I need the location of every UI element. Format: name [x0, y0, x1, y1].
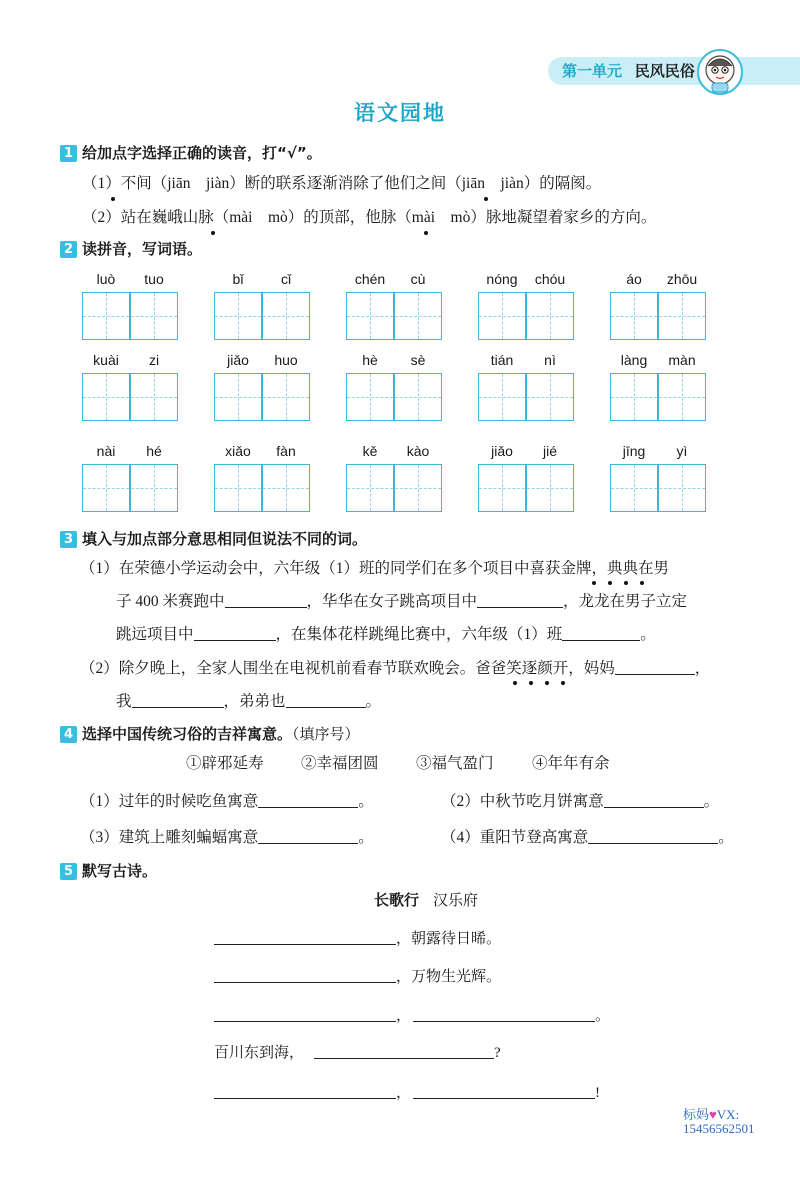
- word-cell: [214, 270, 312, 360]
- watermark: [683, 1108, 755, 1136]
- emphasis-dot: [424, 231, 428, 235]
- writing-box[interactable]: [478, 464, 526, 512]
- pinyin-label: tuo: [144, 271, 164, 287]
- text: ，朝露待日晞。: [396, 931, 502, 947]
- writing-box[interactable]: [610, 373, 658, 421]
- text: 。: [365, 693, 382, 710]
- pinyin-label: nóng: [486, 271, 518, 287]
- text: ，: [396, 1008, 412, 1024]
- text: ，: [396, 1085, 412, 1101]
- pinyin-label: zi: [148, 352, 160, 368]
- option-3: ③福气盈门: [416, 755, 494, 772]
- word-cell: [82, 351, 180, 441]
- q3-p1-line-1: （1）在荣德小学运动会中，六年级（1）班的同学们在多个项目中喜获金牌，典典在男: [80, 560, 670, 577]
- question-number-2: 2: [60, 241, 77, 258]
- pinyin-label: làng: [620, 352, 648, 368]
- text: 。: [640, 626, 656, 643]
- writing-box[interactable]: [214, 464, 262, 512]
- text: 跳远项目中: [116, 626, 194, 643]
- pinyin-label: kě: [362, 443, 378, 459]
- question-title-1: 给加点字选择正确的读音，打“√”。: [82, 144, 322, 162]
- writing-box[interactable]: [658, 373, 706, 421]
- q4-item-4: [441, 827, 734, 849]
- emphasis-dot: [211, 231, 215, 235]
- word-cell: [214, 442, 312, 532]
- writing-box[interactable]: [526, 373, 574, 421]
- text: ，龙龙在男子立定: [563, 593, 688, 610]
- text: ，弟弟也: [223, 693, 286, 710]
- option-2: ②幸福团圆: [301, 755, 379, 772]
- mascot-icon: [696, 48, 744, 96]
- word-cell: [610, 442, 708, 532]
- text: !: [595, 1085, 601, 1101]
- question-number-1: 1: [60, 145, 77, 162]
- option-4: ④年年有余: [532, 755, 610, 772]
- question-title-text: 选择中国传统习俗的吉祥寓意。: [82, 725, 293, 743]
- unit-label: 第一单元: [562, 62, 623, 80]
- pinyin-label: jié: [542, 443, 557, 459]
- watermark-vx: VX:: [716, 1107, 740, 1122]
- text: （2）除夕晚上，全家人围坐在电视机前看春节联欢晚会。爸爸笑逐颜开，妈妈: [80, 660, 615, 677]
- pinyin-label: chóu: [534, 271, 566, 287]
- writing-box[interactable]: [82, 292, 130, 340]
- writing-box[interactable]: [610, 292, 658, 340]
- word-cell: [478, 270, 576, 360]
- writing-box[interactable]: [394, 464, 442, 512]
- text: 。: [718, 829, 734, 846]
- text: （3）建筑上雕刻蝙蝠寓意: [80, 829, 259, 846]
- answer-blank[interactable]: [214, 1083, 396, 1099]
- pinyin-label: áo: [626, 271, 642, 287]
- writing-box[interactable]: [214, 373, 262, 421]
- text: 子 400 米赛跑中: [116, 593, 225, 610]
- writing-box[interactable]: [346, 292, 394, 340]
- heart-icon: ♥: [709, 1107, 717, 1122]
- writing-box[interactable]: [82, 464, 130, 512]
- writing-box[interactable]: [130, 464, 178, 512]
- writing-box[interactable]: [394, 292, 442, 340]
- pinyin-label: sè: [410, 352, 426, 368]
- emphasis-dot: [561, 681, 565, 685]
- answer-blank[interactable]: [286, 692, 366, 708]
- question-title-4: [82, 724, 360, 745]
- text: 百川东到海，: [214, 1045, 305, 1061]
- pinyin-label: jīng: [622, 443, 646, 459]
- watermark-name: 标妈: [683, 1107, 710, 1122]
- word-cell: [610, 270, 708, 360]
- pinyin-label: tián: [490, 352, 514, 368]
- page-title: 语文园地: [354, 101, 446, 125]
- writing-box[interactable]: [82, 373, 130, 421]
- question-title-3: 填入与加点部分意思相同但说法不同的词。: [82, 530, 368, 548]
- writing-box[interactable]: [478, 373, 526, 421]
- unit-topic: 民风民俗: [634, 62, 695, 80]
- writing-box[interactable]: [262, 373, 310, 421]
- word-cell: [82, 270, 180, 360]
- writing-box[interactable]: [658, 464, 706, 512]
- answer-blank[interactable]: [132, 692, 224, 708]
- poem-line-3: [214, 1005, 610, 1027]
- writing-box[interactable]: [526, 292, 574, 340]
- text: （1）过年的时候吃鱼寓意: [80, 793, 259, 810]
- watermark-number: 15456562501: [683, 1121, 755, 1136]
- answer-blank[interactable]: [588, 828, 718, 844]
- text: 。: [595, 1008, 611, 1024]
- poem-line-1: [214, 928, 501, 950]
- poem-heading: [374, 890, 478, 912]
- pinyin-label: zhōu: [666, 271, 698, 287]
- answer-blank[interactable]: [214, 1006, 396, 1022]
- text: （2）中秋节吃月饼寓意: [441, 793, 604, 810]
- text: ，华华在女子跳高项目中: [306, 593, 478, 610]
- word-cell: [346, 270, 444, 360]
- writing-box[interactable]: [478, 292, 526, 340]
- pinyin-label: jiǎo: [491, 443, 513, 459]
- pinyin-label: chén: [354, 271, 386, 287]
- answer-blank[interactable]: [214, 929, 396, 945]
- poem-line-2: [214, 966, 501, 988]
- q1-line-2: （2）站在巍峨山脉（mài mò）的顶部，他脉（mài mò）脉地凝望着家乡的方向。: [82, 209, 657, 226]
- writing-box[interactable]: [214, 292, 262, 340]
- answer-blank[interactable]: [258, 828, 358, 844]
- answer-blank[interactable]: [413, 1006, 595, 1022]
- text: 我: [116, 693, 132, 710]
- emphasis-dot: [640, 581, 644, 585]
- writing-box[interactable]: [130, 292, 178, 340]
- word-cell: [478, 442, 576, 532]
- pinyin-label: jiǎo: [227, 352, 249, 368]
- q4-item-2: [441, 791, 719, 813]
- emphasis-dot: [529, 681, 533, 685]
- pinyin-label: màn: [668, 352, 696, 368]
- pinyin-label: cù: [410, 271, 426, 287]
- text: （4）重阳节登高寓意: [441, 829, 589, 846]
- answer-blank[interactable]: [225, 592, 307, 608]
- poem-author: 汉乐府: [433, 893, 479, 909]
- word-cell: [346, 442, 444, 532]
- question-number-3: 3: [60, 531, 77, 548]
- text: ，: [694, 660, 711, 677]
- answer-blank[interactable]: [562, 625, 640, 641]
- q1-line-1: （1）不间（jiān jiàn）断的联系逐渐消除了他们之间（jiān jiàn）的隔阂。: [82, 175, 602, 192]
- writing-box[interactable]: [130, 373, 178, 421]
- question-title-5: 默写古诗。: [82, 862, 158, 880]
- writing-box[interactable]: [394, 373, 442, 421]
- word-cell: [346, 351, 444, 441]
- unit-header: [562, 60, 695, 82]
- q3-p2-line-1: [80, 658, 710, 680]
- writing-box[interactable]: [346, 464, 394, 512]
- answer-blank[interactable]: [214, 967, 396, 983]
- writing-box[interactable]: [262, 464, 310, 512]
- text: ，万物生光辉。: [396, 969, 502, 985]
- text: 。: [358, 829, 374, 846]
- emphasis-dot: [484, 197, 488, 201]
- question-title-2: 读拼音，写词语。: [82, 240, 203, 258]
- text: ?: [494, 1045, 501, 1061]
- text: ，在集体花样跳绳比赛中，六年级（1）班: [275, 626, 563, 643]
- writing-box[interactable]: [526, 464, 574, 512]
- word-cell: [478, 351, 576, 441]
- option-1: ①辟邪延寿: [186, 755, 264, 772]
- answer-blank[interactable]: [314, 1043, 494, 1059]
- answer-blank[interactable]: [258, 792, 358, 808]
- poem-line-5: [214, 1082, 600, 1104]
- question-number-4: 4: [60, 726, 77, 743]
- q3-p1-line-2: [116, 591, 687, 613]
- answer-blank[interactable]: [477, 592, 563, 608]
- poem-line-4: [214, 1042, 501, 1064]
- text: 。: [358, 793, 374, 810]
- writing-box[interactable]: [346, 373, 394, 421]
- answer-blank[interactable]: [615, 659, 695, 675]
- word-cell: [610, 351, 708, 441]
- pinyin-label: nì: [544, 352, 556, 368]
- q3-p1-line-3: [116, 624, 656, 646]
- poem-title: 长歌行: [374, 893, 420, 909]
- pinyin-label: kào: [406, 443, 430, 459]
- emphasis-dot: [592, 581, 596, 585]
- question-number-5: 5: [60, 863, 77, 880]
- q4-item-1: [80, 791, 374, 813]
- q4-item-3: [80, 827, 374, 849]
- answer-blank[interactable]: [604, 792, 704, 808]
- pinyin-label: hé: [146, 443, 162, 459]
- pinyin-label: xiǎo: [225, 443, 251, 459]
- pinyin-label: luò: [96, 271, 116, 287]
- pinyin-label: hè: [362, 352, 378, 368]
- pinyin-label: nài: [96, 443, 116, 459]
- answer-blank[interactable]: [194, 625, 276, 641]
- emphasis-dot: [111, 197, 115, 201]
- word-cell: [214, 351, 312, 441]
- q3-p2-line-2: [116, 691, 381, 713]
- emphasis-dot: [624, 581, 628, 585]
- emphasis-dot: [513, 681, 517, 685]
- writing-box[interactable]: [262, 292, 310, 340]
- pinyin-label: bǐ: [232, 271, 244, 287]
- writing-box[interactable]: [658, 292, 706, 340]
- pinyin-label: cǐ: [280, 271, 292, 287]
- pinyin-label: yì: [676, 443, 688, 459]
- question-hint: （填序号）: [292, 727, 360, 743]
- emphasis-dot: [545, 681, 549, 685]
- pinyin-label: huo: [274, 352, 298, 368]
- word-cell: [82, 442, 180, 532]
- emphasis-dot: [608, 581, 612, 585]
- pinyin-label: kuài: [93, 352, 119, 368]
- text: 。: [703, 793, 720, 810]
- pinyin-label: fàn: [276, 443, 296, 459]
- writing-box[interactable]: [610, 464, 658, 512]
- answer-blank[interactable]: [413, 1083, 595, 1099]
